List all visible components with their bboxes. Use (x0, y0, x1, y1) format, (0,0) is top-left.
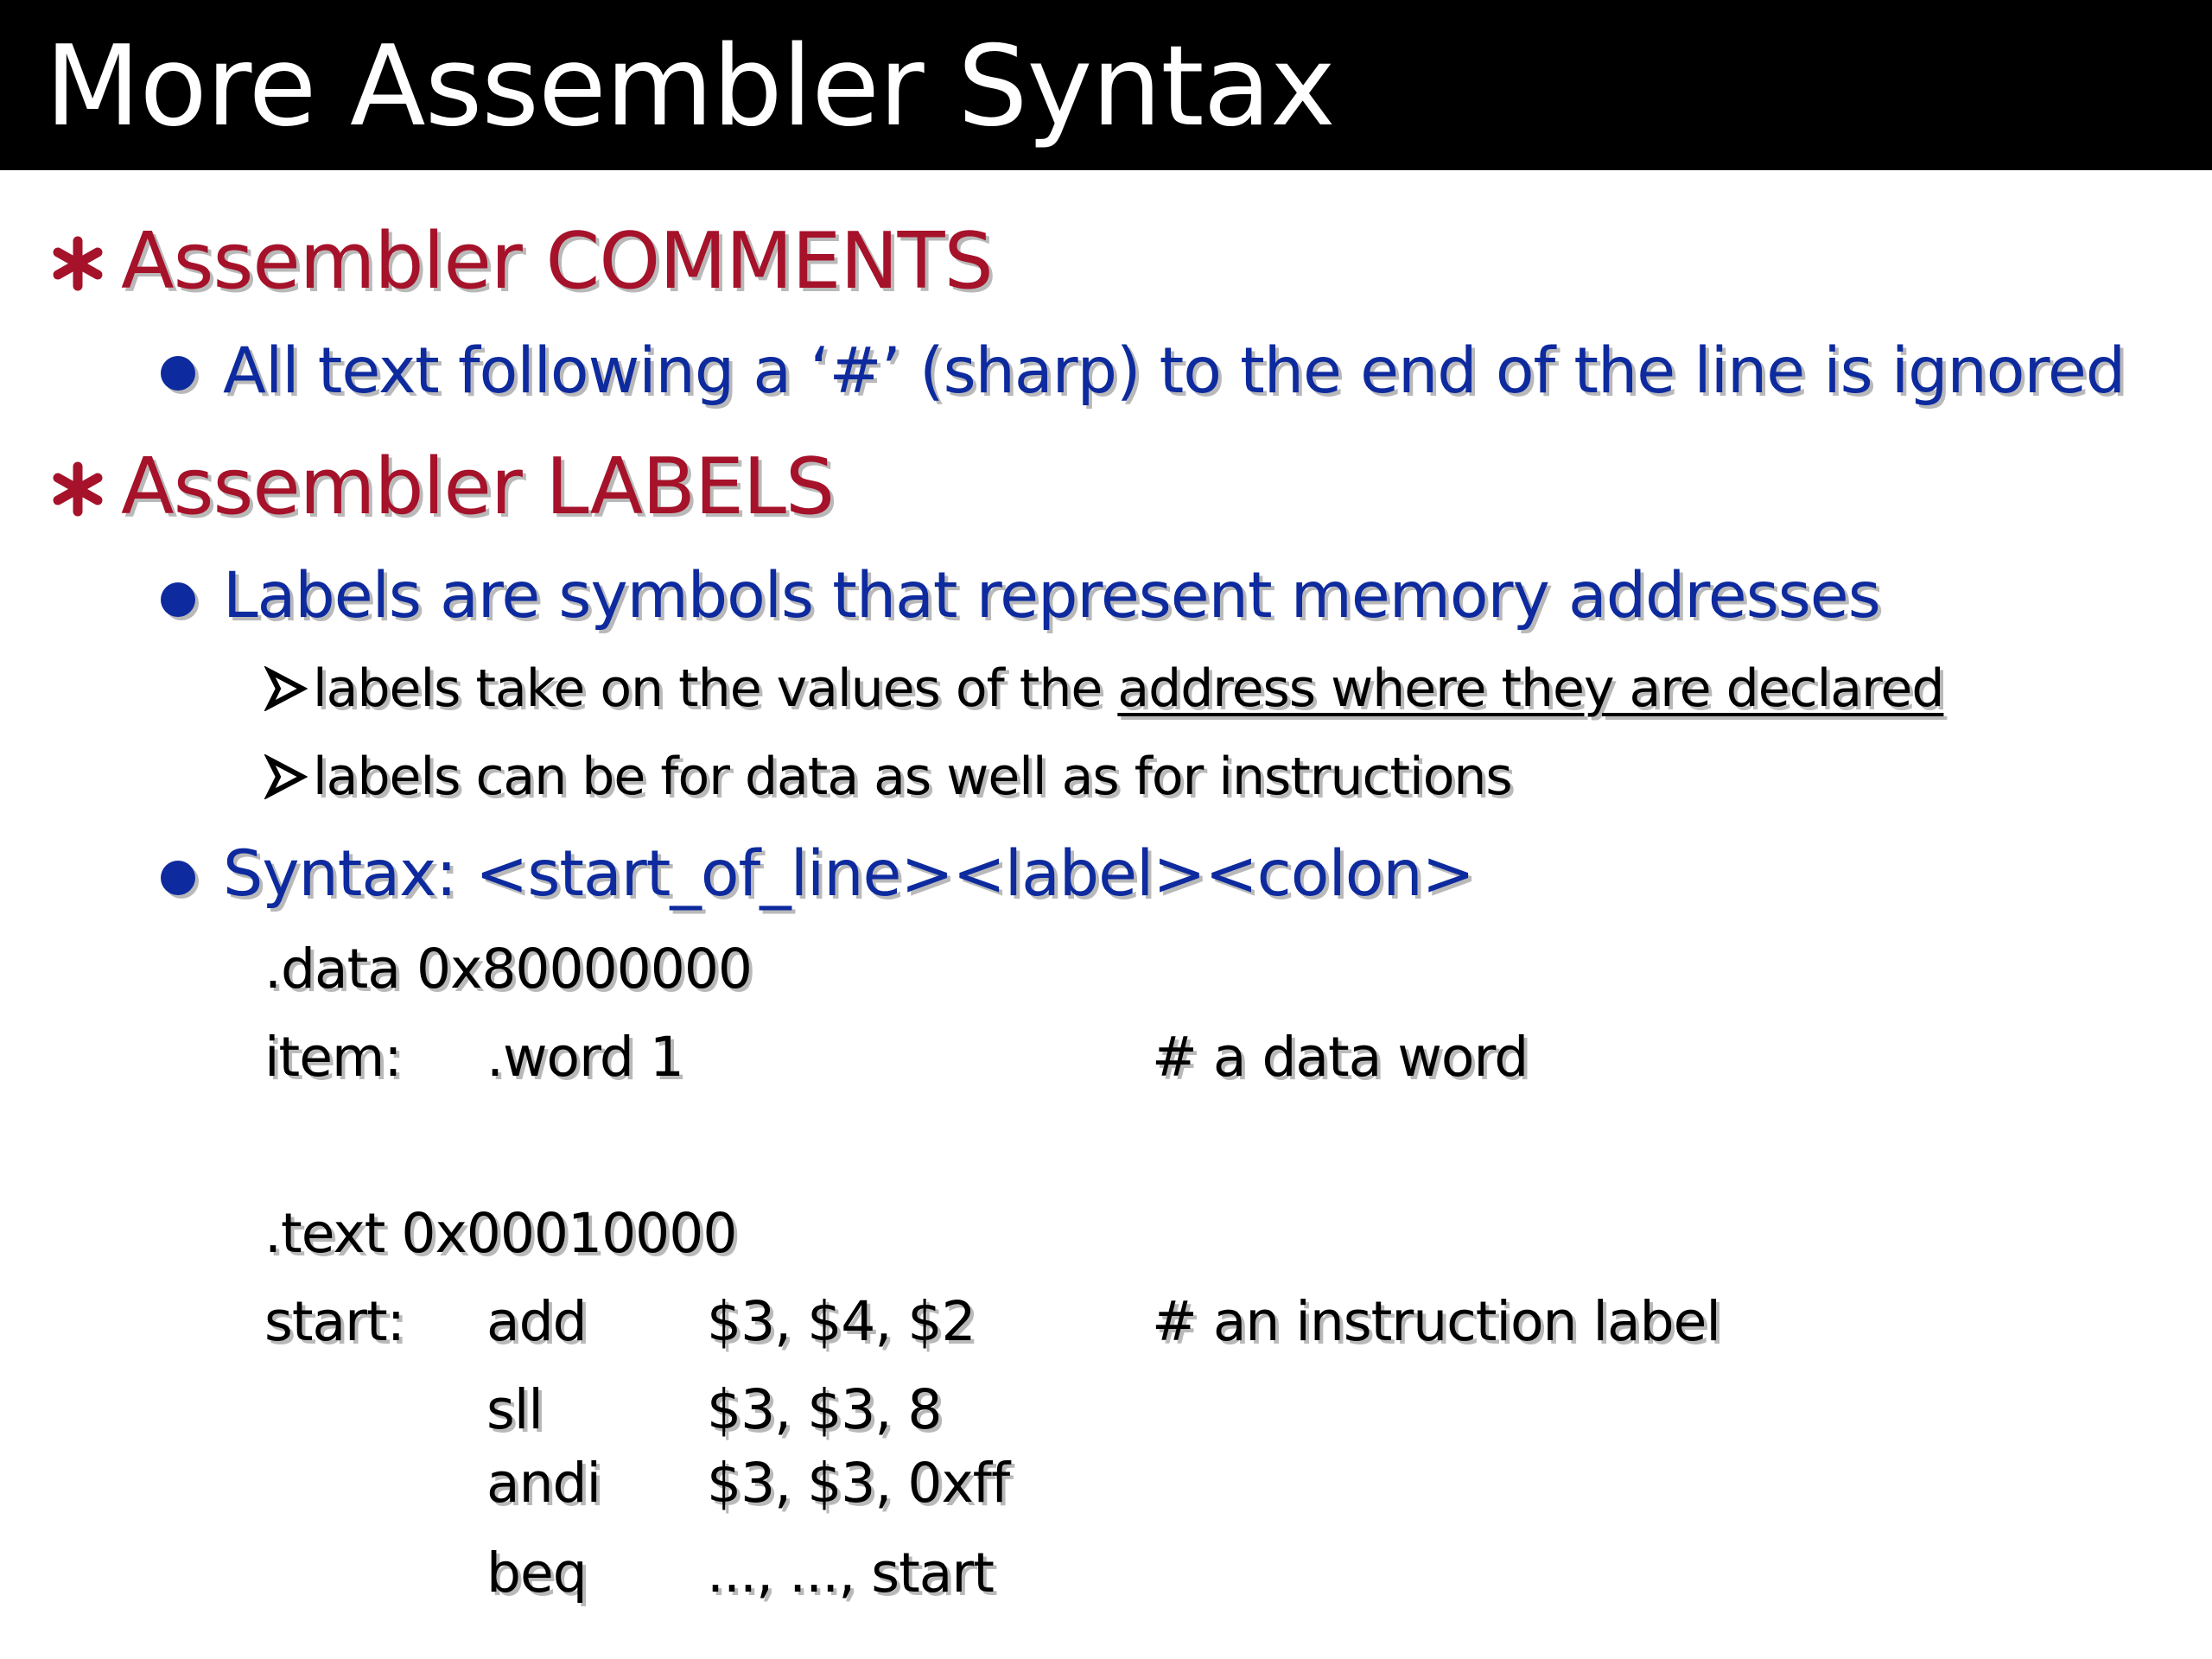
code-args-add: $3, $4, $2 (707, 1290, 976, 1353)
heading-comments-text: Assembler COMMENTS (121, 216, 993, 307)
labels-bullet: Labels are symbols that represent memory addresses (223, 559, 1880, 632)
slide-title: More Assembler Syntax (45, 22, 1335, 151)
sub-bullet-address-underlined: address where they are declared (1117, 658, 1944, 719)
syntax-bullet: Syntax: <start_of_line><label><colon> (223, 837, 1474, 911)
code-op-beq: beq (486, 1541, 587, 1605)
code-op-add: add (486, 1290, 587, 1353)
heading-labels-text: Assembler LABELS (121, 442, 835, 532)
code-comment-instruction: # an instruction label (1152, 1290, 1720, 1353)
code-args-sll: $3, $3, 8 (707, 1378, 942, 1441)
code-op-sll: sll (486, 1378, 543, 1441)
sub-bullet-data (264, 741, 1512, 813)
sub-bullet-address (264, 652, 1943, 725)
sub-bullet-address-text: labels take on the values of the (313, 658, 1118, 719)
comment-bullet: All text following a ‘#’ (sharp) to the end of the line is ignored (223, 334, 2126, 408)
code-args-beq: ..., ..., start (707, 1541, 994, 1605)
code-op-word: .word 1 (486, 1026, 683, 1089)
asterisk-bullet-icon (47, 232, 109, 295)
sub-bullet-data-text: labels can be for data as well as for instructions (313, 747, 1512, 807)
code-line-data-directive: .data 0x80000000 (264, 938, 752, 1001)
heading-labels (47, 440, 834, 535)
code-label-item: item: (264, 1026, 402, 1089)
dot-bullet-icon (161, 861, 195, 895)
code-comment-data-word: # a data word (1152, 1026, 1529, 1089)
asterisk-bullet-icon (47, 458, 109, 520)
dot-bullet-icon (161, 356, 195, 391)
arrowhead-bullet-icon (264, 666, 308, 711)
heading-comments (47, 214, 993, 309)
code-label-start: start: (264, 1290, 404, 1353)
arrowhead-bullet-icon (264, 754, 308, 799)
code-args-andi: $3, $3, 0xff (707, 1452, 1010, 1515)
code-line-text-directive: .text 0x00010000 (264, 1202, 737, 1265)
code-op-andi: andi (486, 1452, 601, 1515)
dot-bullet-icon (161, 582, 195, 617)
